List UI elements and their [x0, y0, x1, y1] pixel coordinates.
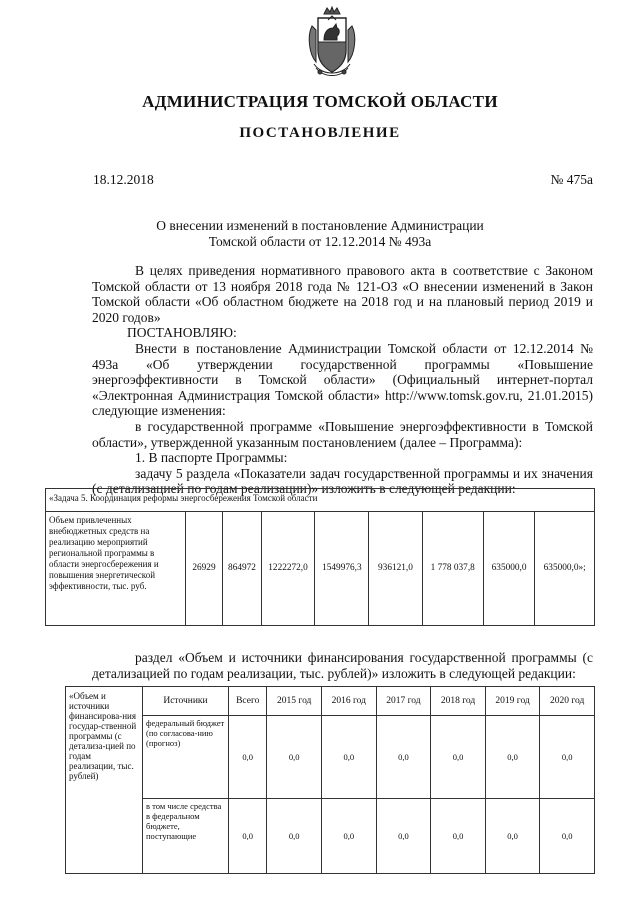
source-name: федеральный бюджет (по согласова-нию (прогноз)	[143, 716, 229, 799]
financing-label: «Объем и источники финансирова-ния государ-ственной программы (с детализа-цией по годам реализации, тыс. рублей)	[66, 687, 143, 874]
source-name: в том числе средства в федеральном бюджете, поступающие	[143, 799, 229, 874]
indicator-value: 1222272,0	[261, 512, 315, 626]
body-paragraph-6: задачу 5 раздела «Показатели задач государственной программы и их значения (с детализацией по годам реализации)» изложить в следующей редакции:	[92, 465, 593, 497]
document-body	[92, 263, 593, 497]
indicator-value: 936121,0	[369, 512, 422, 626]
table-cell: 0,0	[540, 716, 595, 799]
table-cell: 0,0	[267, 799, 322, 874]
table-cell: 0,0	[485, 799, 540, 874]
table-cell: 0,0	[376, 799, 431, 874]
table-cell: 0,0	[431, 716, 486, 799]
column-header: 2016 год	[322, 687, 377, 716]
column-header: 2018 год	[431, 687, 486, 716]
table-cell: 0,0	[376, 716, 431, 799]
subject-line-1: О внесении изменений в постановление Администрации	[156, 218, 484, 233]
table-row	[46, 512, 595, 626]
document-subject	[0, 218, 640, 250]
table-cell: 0,0	[431, 799, 486, 874]
resolution-word: ПОСТАНОВЛЯЮ:	[127, 325, 237, 341]
table-row	[46, 489, 595, 512]
body-paragraph-4: в государственной программе «Повышение энергоэффективности в Томской области», утвержденной указанным постановлением (далее – Программа):	[92, 418, 593, 450]
table-cell: 0,0	[267, 716, 322, 799]
subject-line-2: Томской области от 12.12.2014 № 493а	[208, 234, 432, 249]
body-paragraph-7: раздел «Объем и источники финансирования государственной программы (с детализацией по годам реализации, тыс. рублей)» изложить в следующей редакции:	[92, 650, 593, 681]
table-row	[66, 716, 595, 799]
indicator-value: 635000,0»;	[535, 512, 595, 626]
financing-table	[65, 686, 595, 874]
table-header-row	[66, 687, 595, 716]
document-type: ПОСТАНОВЛЕНИЕ	[239, 125, 401, 141]
table-cell: 0,0	[229, 799, 267, 874]
column-header: 2015 год	[267, 687, 322, 716]
column-header: Всего	[229, 687, 267, 716]
column-header: 2019 год	[485, 687, 540, 716]
table-row	[66, 799, 595, 874]
table-cell: 0,0	[322, 799, 377, 874]
table-cell: 0,0	[322, 716, 377, 799]
indicator-value: 635000,0	[483, 512, 535, 626]
table-cell: 0,0	[485, 716, 540, 799]
indicator-value: 1549976,3	[315, 512, 369, 626]
tomsk-oblast-coat-of-arms-icon	[306, 6, 358, 82]
table-cell: 0,0	[540, 799, 595, 874]
organization-name: АДМИНИСТРАЦИЯ ТОМСКОЙ ОБЛАСТИ	[142, 92, 498, 111]
document-number: № 475а	[550, 172, 593, 187]
column-header: Источники	[143, 687, 229, 716]
task-5-table	[45, 488, 595, 626]
body-paragraph-3: Внести в постановление Администрации Томской области от 12.12.2014 № 493а «Об утверждении государственной программы «Повышение энергоэффективности в Томской области» (Официальный интернет-портал «Электронная Администрация Томской области» http://www.tomsk.gov.ru, 21.01.2015) следующие изменения:	[92, 340, 593, 419]
document-date: 18.12.2018	[93, 172, 154, 187]
indicator-name: Объем привлеченных внебюджетных средств на реализацию мероприятий региональной программы в области энергосбережения и повышения энергетической эффективности, тыс. руб.	[46, 512, 186, 626]
indicator-value: 864972	[223, 512, 261, 626]
task-title: «Задача 5. Координация реформы энергосбережения Томской области	[46, 489, 595, 512]
table-cell: 0,0	[229, 716, 267, 799]
column-header: 2020 год	[540, 687, 595, 716]
body-paragraph-5: 1. В паспорте Программы:	[135, 450, 288, 466]
indicator-value: 26929	[185, 512, 223, 626]
body-paragraph-1: В целях приведения нормативного правового акта в соответствие с Законом Томской области от 13 ноября 2018 года № 121-ОЗ «О внесении изменений в Закон Томской области «Об областном бюджете на 2018 год и на плановый период 2019 и 2020 годов»	[92, 263, 593, 325]
column-header: 2017 год	[376, 687, 431, 716]
indicator-value: 1 778 037,8	[422, 512, 483, 626]
